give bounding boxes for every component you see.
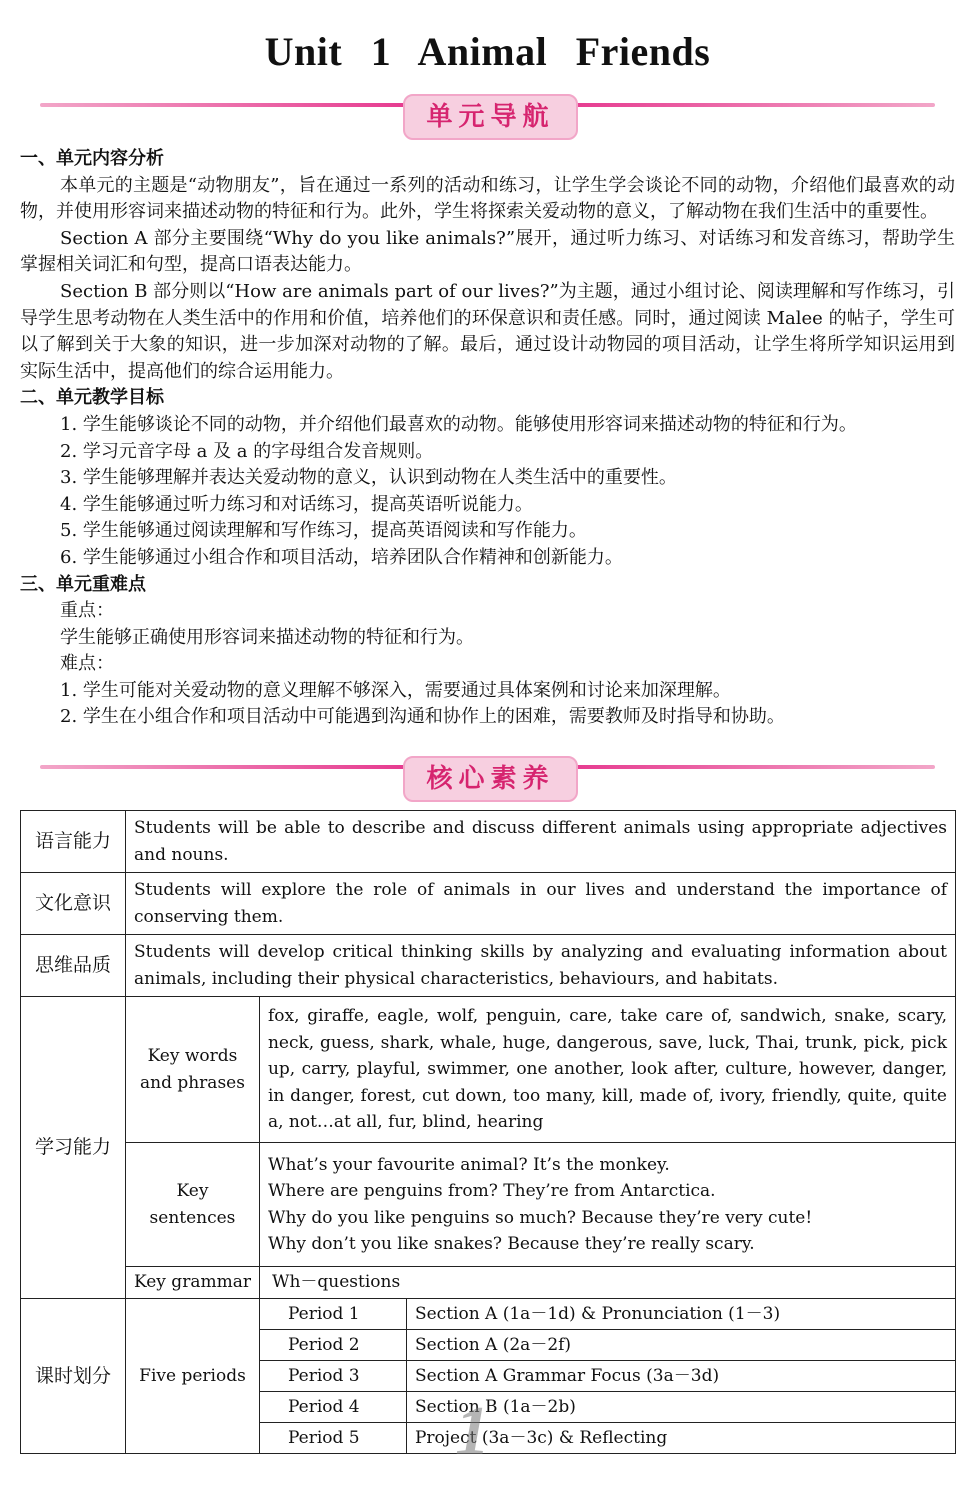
key-grammar-label: Key grammar	[126, 1267, 260, 1299]
paragraph: Section A 部分主要围绕“Why do you like animals?”展开，通过听力练习、对话练习和发音练习，帮助学生掌握相关词汇和句型，提高口语表达能力。	[20, 227, 955, 276]
banner-label: 核心素养	[403, 756, 578, 802]
period-name: Period 3	[259, 1361, 406, 1392]
table-row	[21, 935, 956, 997]
key-words-label: Key words and phrases	[126, 997, 260, 1143]
goal-item: 1. 学生能够谈论不同的动物，并介绍他们最喜欢的动物。能够使用形容词来描述动物的特征和行为。	[60, 413, 857, 435]
key-sentences-label: Key sentences	[126, 1143, 260, 1267]
paragraph: Section B 部分则以“How are animals part of our lives?”为主题，通过小组讨论、阅读理解和写作练习，引导学生思考动物在人类生活中的作用和价值，培养他们的环保意识和责任感。同时，通过阅读 Malee 的帖子，学生可以了解到关于大象的知识，进一步加深对动物的了解。最后，通过设计动物园的项目活动，让学生将所学知识运用到实际生活中，提高他们的综合运用能力。	[20, 280, 955, 382]
row-label: 思维品质	[21, 935, 126, 997]
period-content: Section A (1a－1d) & Pronunciation (1－3)	[406, 1299, 955, 1330]
row-text: Students will be able to describe and discuss different animals using appropriate adjectives and nouns.	[126, 811, 956, 873]
goal-item: 3. 学生能够理解并表达关爱动物的意义，认识到动物在人类生活中的重要性。	[60, 467, 677, 489]
period-content: Section B (1a－2b)	[406, 1392, 955, 1423]
page-number: 1	[455, 1393, 490, 1470]
key-sentences	[259, 1143, 955, 1267]
row-text: Students will develop critical thinking skills by analyzing and evaluating information about animals, including their physical characteristics, behaviours, and habitats.	[126, 935, 956, 997]
key-sentence: Why do you like penguins so much? Because they’re very cute!	[267, 1207, 813, 1228]
period-name: Period 2	[259, 1330, 406, 1361]
unit-title: Unit 1 Animal Friends	[264, 29, 711, 74]
row-label: 课时划分	[21, 1299, 126, 1454]
key-sentence: Why don’t you like snakes? Because they’re really scary.	[267, 1234, 755, 1254]
section-heading: 一、单元内容分析	[20, 148, 164, 169]
row-text: Students will explore the role of animals in our lives and understand the importance of conserving them.	[126, 873, 956, 935]
section-heading: 三、单元重难点	[20, 573, 146, 595]
periods-label: Five periods	[126, 1299, 260, 1454]
table-row	[21, 1143, 956, 1267]
paragraph: 本单元的主题是“动物朋友”，旨在通过一系列的活动和练习，让学生学会谈论不同的动物，介绍他们最喜欢的动物，并使用形容词来描述动物的特征和行为。此外，学生将探索关爱动物的意义，了解动物在我们生活中的重要性。	[20, 174, 955, 223]
key-point-text: 学生能够正确使用形容词来描述动物的特征和行为。	[60, 626, 474, 648]
period-content: Section A Grammar Focus (3a－3d)	[406, 1361, 955, 1392]
period-name: Period 4	[259, 1392, 406, 1423]
table-row	[21, 997, 956, 1143]
goal-item: 4. 学生能够通过听力练习和对话练习，提高英语听说能力。	[60, 493, 533, 515]
unit-navigation-banner	[40, 94, 935, 148]
period-name: Period 1	[259, 1299, 406, 1330]
row-label: 文化意识	[21, 873, 126, 935]
table-row	[21, 873, 956, 935]
key-words-list: fox, giraffe, eagle, wolf, penguin, care, take care of, sandwich, snake, scary, neck, guess, shark, whale, huge, dangerous, save, luck, Thai, trunk, pick, pick up, carry, playful, swimmer, one another, look after, culture, however, danger, in danger, forest, cut down, too many, kill, made of, ivory, friendly, quite, quite a, not…at all, fur, blind, hearing	[259, 997, 955, 1143]
period-content: Project (3a－3c) & Reflecting	[406, 1423, 955, 1454]
core-literacy-banner	[40, 756, 935, 810]
table-row	[21, 811, 956, 873]
table-row	[21, 1267, 956, 1299]
core-literacy-table	[20, 810, 956, 1454]
goal-item: 2. 学习元音字母 a 及 a 的字母组合发音规则。	[60, 440, 434, 462]
period-name: Period 5	[259, 1423, 406, 1454]
section-heading: 二、单元教学目标	[20, 387, 164, 409]
difficult-item: 2. 学生在小组合作和项目活动中可能遇到沟通和协作上的困难，需要教师及时指导和协助。	[60, 706, 785, 728]
row-label: 语言能力	[21, 811, 126, 873]
key-sentence: Where are penguins from? They’re from Antarctica.	[267, 1181, 716, 1201]
difficult-item: 1. 学生可能对关爱动物的意义理解不够深入，需要通过具体案例和讨论来加深理解。	[60, 679, 731, 701]
unit-navigation-content	[20, 146, 955, 731]
period-row	[21, 1299, 956, 1330]
period-content: Section A (2a－2f)	[406, 1330, 955, 1361]
row-label: 学习能力	[21, 997, 126, 1299]
banner-label: 单元导航	[403, 94, 578, 140]
difficult-point-label: 难点：	[60, 653, 114, 675]
goal-item: 6. 学生能够通过小组合作和项目活动，培养团队合作精神和创新能力。	[60, 546, 623, 568]
goal-item: 5. 学生能够通过阅读理解和写作练习，提高英语阅读和写作能力。	[60, 520, 587, 542]
key-sentence: What’s your favourite animal? It’s the monkey.	[267, 1154, 670, 1175]
key-point-label: 重点：	[60, 600, 114, 622]
key-grammar: Wh－questions	[259, 1267, 955, 1299]
